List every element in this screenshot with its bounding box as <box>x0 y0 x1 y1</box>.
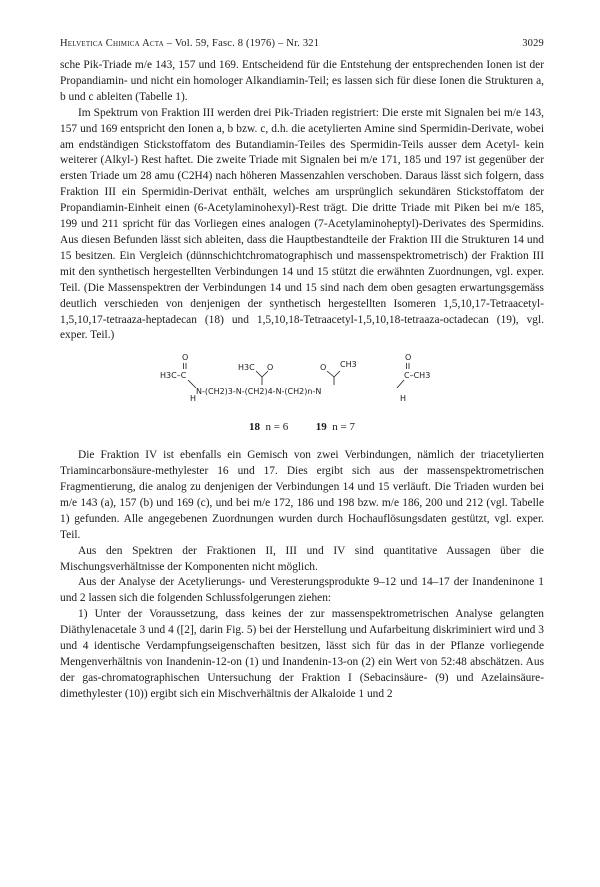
structural-formula <box>152 352 452 414</box>
paragraph: Aus der Analyse der Acetylierungs- und Veresterungsprodukte 9–12 und 14–17 der Inandeninone 1 und 2 lassen sich die folgenden Schlussfolgerungen ziehen: <box>60 576 544 605</box>
compound-19-n: n = 7 <box>332 421 355 434</box>
journal-issue: Vol. 59, Fasc. 8 (1976) – Nr. 321 <box>174 38 320 49</box>
formula-h-left: H <box>190 394 197 404</box>
compound-19-label: 19 <box>315 421 327 434</box>
paragraph: Die Fraktion IV ist ebenfalls ein Gemisch von zwei Verbindungen, nämlich der triacetylierten Triamincarbonsäure-methylester 16 und 17. Dies ergibt sich aus der massenspektrometrischen Fragmentierung, die analog zu denjenigen der Verbindungen 14 und 15 verläuft. Die Triaden wurden bei m/e 143 (a), 157 (b) und 169 (c), und bei m/e 172, 186 und 198 bzw. m/e 186, 200 und 212 (vgl. Tabelle 1) gefunden. Alle angegebenen Zuordnungen wurden durch Hochauflösungsdaten gestützt, vgl. exper. Teil. <box>60 449 544 541</box>
running-header <box>60 38 544 58</box>
page-number: 3029 <box>522 38 544 49</box>
paragraph: sche Pik-Triade m/e 143, 157 und 169. Entscheidend für die Entstehung der entsprechenden Ionen ist der Propandiamin- und nicht ein homologer Alkandiamin-Teil; es lassen sich für diese Ionen die Strukturen a, b und c ableiten (Tabelle 1). <box>60 59 544 103</box>
page <box>60 38 544 703</box>
formula-methyl-right: CH3 <box>340 360 357 370</box>
journal-name: Helvetica Chimica Acta <box>60 38 164 49</box>
article-body <box>60 58 544 703</box>
formula-caption <box>60 420 544 436</box>
paragraph: Im Spektrum von Fraktion III werden drei Pik-Triaden registriert: Die erste mit Signalen bei m/e 143, 157 und 169 entspricht den Ionen a, b bzw. c, d.h. die acetylierten Amine sind Spermidin-Derivate, wobei am endständigen Stickstoffatom des Butandiamin-Teiles des Spermidin-Teils ausser dem Acetyl- kein weiterer (Alkyl-) Rest haftet. Die zweite Triade mit Signalen bei m/e 171, 185 und 197 ist gegenüber der ersten Triade um 28 amu (C2H4) nach höheren Massenzahlen verschoben. Daraus lässt sich folgern, dass Fraktion III ein Spermidin-Derivat enthält, welches am ursprünglich sekundären Stickstoffatom der Propandiamin-Einheit einen (6-Acetylaminohexyl)-Rest trägt. Die dritte Triade mit Piken bei m/e 185, 199 und 211 spricht für das Vorliegen eines analogen (7-Acetylaminoheptyl)-Derivates des Spermidins. Aus diesen Befunden lässt sich ableiten, dass die Hauptbestandteile der Fraktion III die Strukturen 14 und 15 besitzen. Ein Vergleich (dünnschichtchromatographisch und massenspektrometrisch) der Fraktion III mit den synthetisch hergestellten Verbindungen 14 und 15 stützt die erwähnten Zuordnungen, vgl. exper. Teil. (Die Massenspektren der Verbindungen 14 und 15 sind nach dem oben gesagten erwartungsgemäss deutlich verschieden von denjenigen der synthetisch hergestellten Isomeren 1,5,10,17-Tetraacetyl-1,5,10,17-tetraaza-heptadecan (18) und 1,5,10,18-Tetraacetyl-1,5,10,18-tetraaza-octadecan (19), vgl. exper. Teil.) <box>60 106 544 342</box>
paragraph: 1) Unter der Voraussetzung, dass keines der zur massenspektrometrischen Analyse gelangten Diäthylenacetale 3 und 4 ([2], darin Fig. 5) bei der Herstellung und Aufarbeitung diskriminiert wird und 3 und 4 identische Verdampfungseigenschaften besitzen, lässt sich für das in der Pflanze vorliegende Mengenverhältnis von Inandenin-12-on (1) und Inandenin-13-on (2) ein Wert von 52:48 abschätzen. Aus der gas-chromatographischen Untersuchung der Fraktion I (Sebacinsäure- (9) und Azelainsäure-dimethylester (10)) ergibt sich ein Mischverhältnis der Alkaloide 1 und 2 <box>60 608 544 700</box>
formula-right-group: C–CH3 <box>404 371 431 381</box>
compound-18-label: 18 <box>249 421 261 434</box>
header-citation: Helvetica Chimica Acta – Vol. 59, Fasc. 8 (1976) – Nr. 321 <box>60 38 320 49</box>
paragraph: Aus den Spektren der Fraktionen II, III und IV sind quantitative Aussagen über die Mischungsverhältnisse der Komponenten nicht möglich. <box>60 544 544 573</box>
formula-h-right: H <box>400 394 407 404</box>
formula-left-group: H3C–C <box>160 371 187 381</box>
formula-o-right: O <box>405 353 412 363</box>
formula-chain: N-(CH2)3-N-(CH2)4-N-(CH2)n-N <box>196 387 322 397</box>
compound-18-n: n = 6 <box>265 421 289 434</box>
formula-o-mid1: O <box>267 363 274 373</box>
formula-o-left: O <box>182 353 189 363</box>
formula-methyl-left: H3C <box>238 363 255 373</box>
formula-o-mid2: O <box>320 363 327 373</box>
